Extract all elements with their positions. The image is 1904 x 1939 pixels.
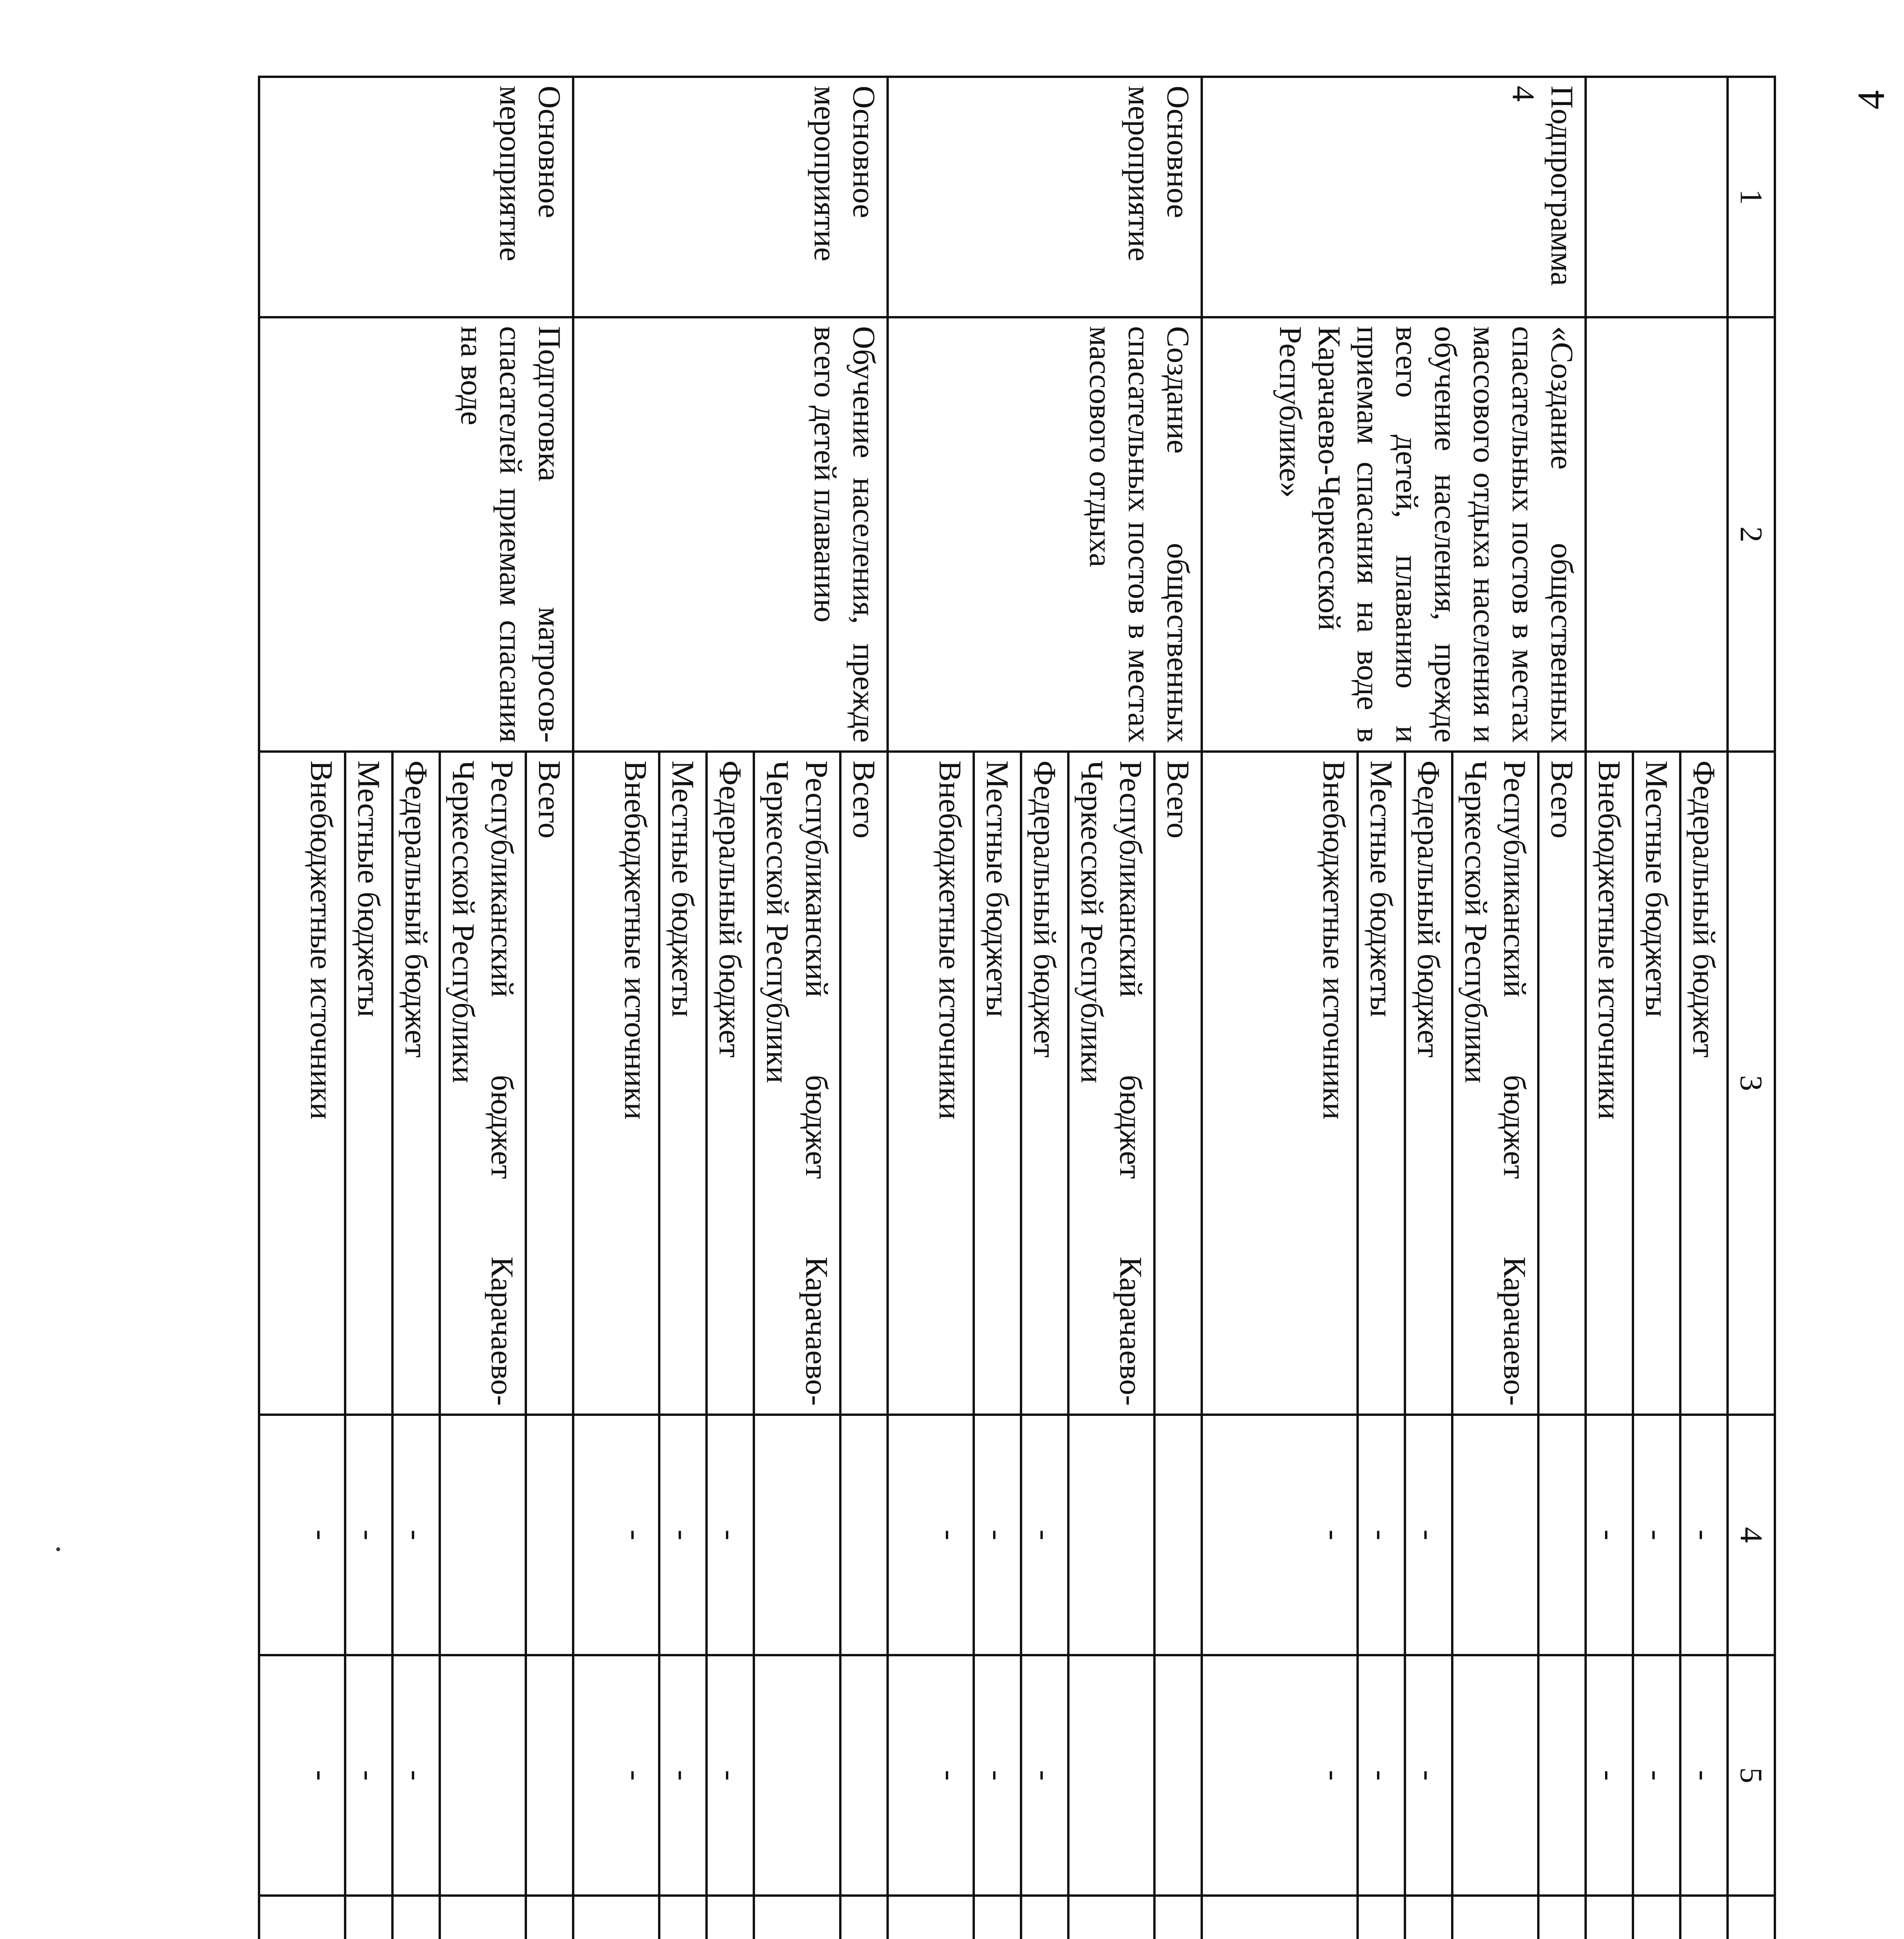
value-cell: -	[888, 1415, 974, 1655]
value-cell	[526, 1655, 573, 1896]
funding-source: Местные бюджеты	[1358, 752, 1405, 1415]
value-cell	[1405, 1896, 1452, 1939]
funding-source: Федеральный бюджет	[392, 752, 440, 1415]
program-cell: Основное мероприятие	[888, 77, 1202, 317]
value-cell: -	[974, 1655, 1021, 1896]
value-cell	[1538, 1655, 1586, 1896]
funding-source: Внебюджетные источники	[1586, 752, 1633, 1415]
value-cell	[1452, 1655, 1538, 1896]
program-cell: Основное мероприятие	[259, 77, 573, 317]
value-cell	[1452, 1415, 1538, 1655]
scan-speck	[56, 1547, 60, 1551]
funding-source: Федеральный бюджет	[1021, 752, 1068, 1415]
value-cell	[345, 1896, 392, 1939]
value-cell: -	[1680, 1655, 1728, 1896]
value-cell	[754, 1896, 840, 1939]
value-cell	[573, 1896, 659, 1939]
table-row	[526, 77, 573, 1939]
value-cell	[840, 1655, 888, 1896]
value-cell: -	[1021, 1415, 1068, 1655]
table-row	[1154, 77, 1202, 1939]
value-cell	[888, 1896, 974, 1939]
funding-source: Республиканский бюджет Карачаево-Черкесской Республики	[1068, 752, 1154, 1415]
funding-source: Федеральный бюджет	[1680, 752, 1728, 1415]
value-cell: -	[259, 1415, 345, 1655]
funding-source: Федеральный бюджет	[707, 752, 754, 1415]
table-row	[840, 77, 888, 1939]
funding-source: Всего	[1538, 752, 1586, 1415]
value-cell	[440, 1415, 526, 1655]
value-cell	[526, 1415, 573, 1655]
value-cell	[1021, 1896, 1068, 1939]
funding-source: Республиканский бюджет Карачаево-Черкесской Республики	[1452, 752, 1538, 1415]
value-cell: -	[1021, 1655, 1068, 1896]
funding-source: Внебюджетные источники	[1202, 752, 1358, 1415]
value-cell	[1538, 1415, 1586, 1655]
column-header-4: 4	[1728, 1415, 1775, 1655]
value-cell	[1154, 1655, 1202, 1896]
value-cell: -	[888, 1655, 974, 1896]
value-cell	[392, 1896, 440, 1939]
value-cell: -	[345, 1415, 392, 1655]
value-cell: -	[1358, 1655, 1405, 1896]
value-cell	[1154, 1415, 1202, 1655]
funding-source: Всего	[1154, 752, 1202, 1415]
description-cell	[1586, 317, 1728, 752]
column-header-1: 1	[1728, 77, 1775, 317]
value-cell	[1202, 1896, 1358, 1939]
funding-source: Внебюджетные источники	[888, 752, 974, 1415]
description-cell: Подготовка матросов-спасателей приемам спасания на воде	[259, 317, 573, 752]
value-cell: -	[1633, 1655, 1680, 1896]
value-cell	[1358, 1896, 1405, 1939]
value-cell: -	[707, 1415, 754, 1655]
value-cell: -	[392, 1415, 440, 1655]
value-cell	[840, 1896, 888, 1939]
value-cell	[1154, 1896, 1202, 1939]
funding-source: Республиканский бюджет Карачаево-Черкесской Республики	[754, 752, 840, 1415]
column-header-3: 3	[1728, 752, 1775, 1415]
column-header-2: 2	[1728, 317, 1775, 752]
funding-source: Внебюджетные источники	[573, 752, 659, 1415]
program-cell: Основное мероприятие	[573, 77, 887, 317]
table-row	[1680, 77, 1728, 1939]
funding-source: Всего	[840, 752, 888, 1415]
value-cell	[707, 1896, 754, 1939]
value-cell	[526, 1896, 573, 1939]
value-cell: -	[1586, 1415, 1633, 1655]
column-header-5: 5	[1728, 1655, 1775, 1896]
value-cell: -	[659, 1655, 707, 1896]
value-cell: -	[259, 1655, 345, 1896]
value-cell	[259, 1896, 345, 1939]
value-cell	[974, 1896, 1021, 1939]
value-cell	[840, 1415, 888, 1655]
column-header-6	[1728, 1896, 1775, 1939]
value-cell	[1586, 1896, 1633, 1939]
value-cell	[659, 1896, 707, 1939]
funding-source: Всего	[526, 752, 573, 1415]
funding-source: Внебюджетные источники	[259, 752, 345, 1415]
value-cell	[440, 1896, 526, 1939]
value-cell	[1068, 1655, 1154, 1896]
page-number: 4	[1849, 90, 1893, 110]
value-cell	[1680, 1896, 1728, 1939]
description-cell: Создание общественных спасательных постов в местах массового отдыха	[888, 317, 1202, 752]
program-cell: Подпрограмма 4	[1202, 77, 1586, 317]
value-cell	[754, 1415, 840, 1655]
document-page	[167, 76, 1776, 1939]
funding-source: Местные бюджеты	[659, 752, 707, 1415]
funding-source: Местные бюджеты	[974, 752, 1021, 1415]
value-cell: -	[345, 1655, 392, 1896]
table-row	[1538, 77, 1586, 1939]
header-row	[1728, 77, 1775, 1939]
value-cell: -	[392, 1655, 440, 1896]
value-cell: -	[1405, 1655, 1452, 1896]
value-cell: -	[573, 1655, 659, 1896]
value-cell: -	[1633, 1415, 1680, 1655]
value-cell: -	[707, 1655, 754, 1896]
funding-source: Местные бюджеты	[1633, 752, 1680, 1415]
value-cell	[1452, 1896, 1538, 1939]
description-cell: Обучение населения, прежде всего детей плаванию	[573, 317, 887, 752]
value-cell: -	[1358, 1415, 1405, 1655]
program-cell	[1586, 77, 1728, 317]
value-cell: -	[1405, 1415, 1452, 1655]
description-cell: «Создание общественных спасательных постов в местах массового отдыха населения и обучение населения, прежде всего детей, плаванию и приемам спасания на воде в Карачаево-Черкесской Республике»	[1202, 317, 1586, 752]
value-cell	[1633, 1896, 1680, 1939]
value-cell: -	[1586, 1655, 1633, 1896]
value-cell: -	[1680, 1415, 1728, 1655]
value-cell: -	[974, 1415, 1021, 1655]
value-cell: -	[573, 1415, 659, 1655]
value-cell: -	[659, 1415, 707, 1655]
funding-source: Федеральный бюджет	[1405, 752, 1452, 1415]
value-cell	[754, 1655, 840, 1896]
funding-source: Республиканский бюджет Карачаево-Черкесской Республики	[440, 752, 526, 1415]
value-cell	[1068, 1896, 1154, 1939]
value-cell	[1538, 1896, 1586, 1939]
value-cell: -	[1202, 1655, 1358, 1896]
funding-table	[258, 76, 1776, 1939]
value-cell	[440, 1655, 526, 1896]
value-cell	[1068, 1415, 1154, 1655]
funding-source: Местные бюджеты	[345, 752, 392, 1415]
value-cell: -	[1202, 1415, 1358, 1655]
